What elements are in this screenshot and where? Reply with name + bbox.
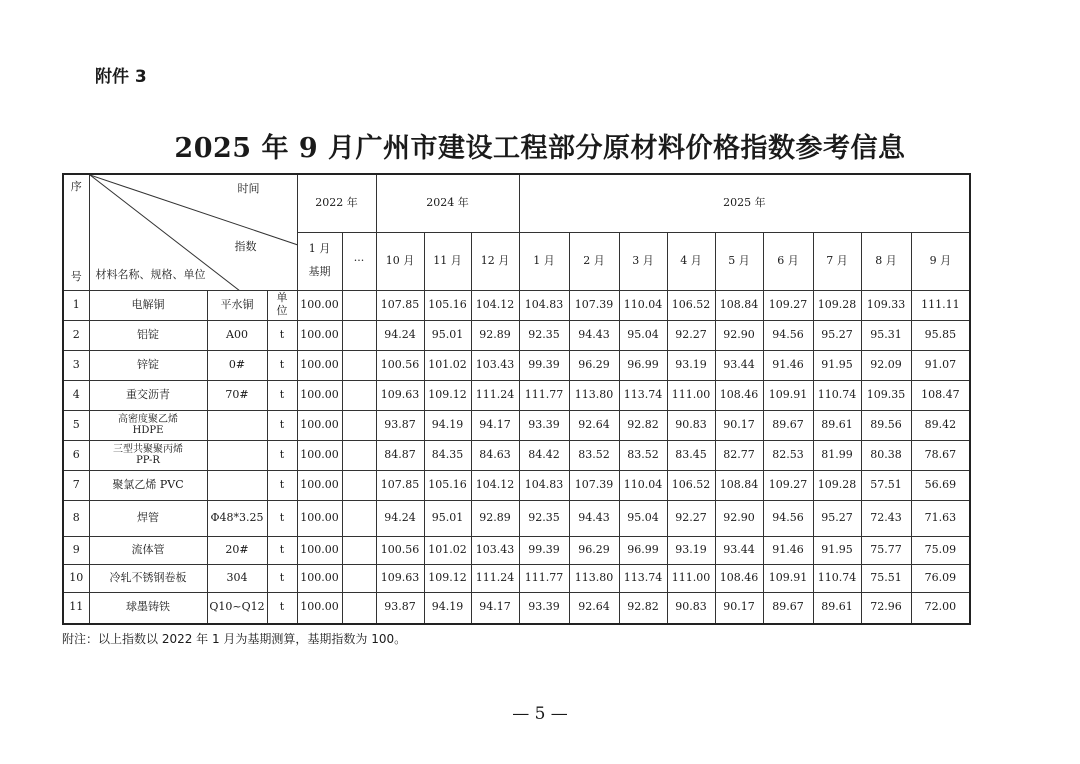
unit-cell: t xyxy=(267,564,297,592)
ellipsis-cell xyxy=(342,440,376,470)
material-name xyxy=(89,410,207,440)
value-2024: 104.12 xyxy=(471,470,519,500)
month-header: 10 月 xyxy=(376,232,424,290)
value-2025: 94.56 xyxy=(763,500,813,536)
value-2025: 93.39 xyxy=(519,410,569,440)
value-2025: 113.80 xyxy=(569,564,619,592)
month-header: 6 月 xyxy=(763,232,813,290)
value-2025: 99.39 xyxy=(519,350,569,380)
value-2025: 113.74 xyxy=(619,380,667,410)
value-2025: 91.95 xyxy=(813,536,861,564)
material-name-line1: 三型共聚聚丙烯 xyxy=(113,443,183,455)
material-spec: 70# xyxy=(207,380,267,410)
value-2024: 107.85 xyxy=(376,290,424,320)
value-2024: 84.87 xyxy=(376,440,424,470)
value-2025: 110.74 xyxy=(813,380,861,410)
material-name: 聚氯乙烯 PVC xyxy=(89,470,207,500)
value-2025: 108.46 xyxy=(715,380,763,410)
value-2025: 111.00 xyxy=(667,564,715,592)
value-2025: 92.64 xyxy=(569,410,619,440)
value-2025: 109.35 xyxy=(861,380,911,410)
value-2025: 82.77 xyxy=(715,440,763,470)
diag-material-label: 材料名称、规格、单位 xyxy=(95,268,206,281)
month-header: 7 月 xyxy=(813,232,861,290)
unit-cell: t xyxy=(267,410,297,440)
diagonal-header xyxy=(89,174,297,290)
value-2025: 90.83 xyxy=(667,592,715,624)
ellipsis-cell xyxy=(342,470,376,500)
ellipsis-cell xyxy=(342,410,376,440)
value-2024: 109.63 xyxy=(376,564,424,592)
unit-cell: t xyxy=(267,536,297,564)
row-number: 1 xyxy=(63,290,89,320)
value-2025: 82.53 xyxy=(763,440,813,470)
value-2025: 109.28 xyxy=(813,290,861,320)
month-header: 3 月 xyxy=(619,232,667,290)
value-2025: 92.90 xyxy=(715,500,763,536)
value-2024: 84.35 xyxy=(424,440,471,470)
base-value: 100.00 xyxy=(297,440,342,470)
row-number: 7 xyxy=(63,470,89,500)
table-row xyxy=(63,380,970,410)
ellipsis-cell xyxy=(342,380,376,410)
attachment-label: 附件 3 xyxy=(95,67,147,87)
table-row xyxy=(63,536,970,564)
ellipsis-cell xyxy=(342,592,376,624)
ellipsis-cell xyxy=(342,536,376,564)
value-2025: 109.28 xyxy=(813,470,861,500)
value-2025: 108.47 xyxy=(911,380,970,410)
value-2025: 95.27 xyxy=(813,500,861,536)
seq-header-top: 序 xyxy=(70,180,82,193)
value-2024: 93.87 xyxy=(376,410,424,440)
value-2025: 111.77 xyxy=(519,380,569,410)
header-row-years xyxy=(63,174,970,232)
value-2024: 100.56 xyxy=(376,350,424,380)
value-2025: 113.80 xyxy=(569,380,619,410)
month-header: 4 月 xyxy=(667,232,715,290)
value-2025: 93.39 xyxy=(519,592,569,624)
value-2025: 89.67 xyxy=(763,410,813,440)
ellipsis-cell xyxy=(342,564,376,592)
unit-cell: t xyxy=(267,350,297,380)
unit-char: 单 xyxy=(276,291,288,305)
year-2025-header: 2025 年 xyxy=(519,174,970,232)
material-name xyxy=(89,440,207,470)
value-2025: 110.04 xyxy=(619,470,667,500)
value-2025: 110.74 xyxy=(813,564,861,592)
material-spec: Q10~Q12 xyxy=(207,592,267,624)
month-header: 9 月 xyxy=(911,232,970,290)
base-value: 100.00 xyxy=(297,380,342,410)
row-number: 3 xyxy=(63,350,89,380)
value-2025: 75.77 xyxy=(861,536,911,564)
base-period-header xyxy=(297,232,342,290)
value-2025: 108.84 xyxy=(715,470,763,500)
value-2024: 103.43 xyxy=(471,536,519,564)
value-2024: 95.01 xyxy=(424,320,471,350)
value-2025: 92.90 xyxy=(715,320,763,350)
value-2025: 113.74 xyxy=(619,564,667,592)
value-2025: 99.39 xyxy=(519,536,569,564)
value-2025: 92.82 xyxy=(619,592,667,624)
value-2024: 100.56 xyxy=(376,536,424,564)
value-2025: 90.17 xyxy=(715,592,763,624)
unit-cell: t xyxy=(267,592,297,624)
value-2025: 92.35 xyxy=(519,320,569,350)
unit-cell: t xyxy=(267,440,297,470)
value-2025: 75.51 xyxy=(861,564,911,592)
value-2024: 95.01 xyxy=(424,500,471,536)
value-2025: 109.27 xyxy=(763,470,813,500)
material-name-line1: 高密度聚乙烯 xyxy=(118,413,178,425)
material-spec: A00 xyxy=(207,320,267,350)
row-number: 9 xyxy=(63,536,89,564)
material-name: 锌锭 xyxy=(89,350,207,380)
value-2024: 109.63 xyxy=(376,380,424,410)
material-spec xyxy=(207,440,267,470)
value-2025: 83.52 xyxy=(619,440,667,470)
value-2025: 111.00 xyxy=(667,380,715,410)
table-row xyxy=(63,410,970,440)
table-row xyxy=(63,564,970,592)
ellipsis-cell xyxy=(342,350,376,380)
value-2025: 92.82 xyxy=(619,410,667,440)
value-2024: 104.12 xyxy=(471,290,519,320)
ellipsis-header: ··· xyxy=(342,232,376,290)
value-2025: 91.46 xyxy=(763,350,813,380)
base-value: 100.00 xyxy=(297,410,342,440)
value-2025: 104.83 xyxy=(519,290,569,320)
unit-cell: t xyxy=(267,380,297,410)
value-2025: 108.84 xyxy=(715,290,763,320)
value-2025: 95.04 xyxy=(619,500,667,536)
value-2024: 94.24 xyxy=(376,320,424,350)
unit-char: 位 xyxy=(276,304,288,317)
value-2025: 92.27 xyxy=(667,320,715,350)
unit-cell: t xyxy=(267,320,297,350)
price-index-table xyxy=(62,173,971,625)
value-2024: 111.24 xyxy=(471,380,519,410)
value-2025: 91.46 xyxy=(763,536,813,564)
value-2024: 92.89 xyxy=(471,320,519,350)
value-2024: 94.19 xyxy=(424,410,471,440)
value-2025: 94.56 xyxy=(763,320,813,350)
value-2025: 106.52 xyxy=(667,470,715,500)
value-2025: 83.52 xyxy=(569,440,619,470)
value-2025: 110.04 xyxy=(619,290,667,320)
value-2024: 111.24 xyxy=(471,564,519,592)
value-2025: 111.11 xyxy=(911,290,970,320)
value-2024: 107.85 xyxy=(376,470,424,500)
value-2025: 95.85 xyxy=(911,320,970,350)
table-row xyxy=(63,500,970,536)
base-month-label: 1 月 xyxy=(308,242,331,256)
material-name: 冷轧不锈钢卷板 xyxy=(89,564,207,592)
material-name: 重交沥青 xyxy=(89,380,207,410)
material-name: 球墨铸铁 xyxy=(89,592,207,624)
table-row xyxy=(63,290,970,320)
value-2025: 96.99 xyxy=(619,536,667,564)
value-2025: 109.27 xyxy=(763,290,813,320)
year-2022-header: 2022 年 xyxy=(297,174,376,232)
base-value: 100.00 xyxy=(297,592,342,624)
value-2025: 89.61 xyxy=(813,410,861,440)
value-2025: 90.17 xyxy=(715,410,763,440)
row-number: 11 xyxy=(63,592,89,624)
value-2025: 107.39 xyxy=(569,290,619,320)
value-2025: 75.09 xyxy=(911,536,970,564)
material-name: 流体管 xyxy=(89,536,207,564)
ellipsis-cell xyxy=(342,290,376,320)
value-2025: 95.31 xyxy=(861,320,911,350)
value-2025: 93.44 xyxy=(715,350,763,380)
value-2025: 72.43 xyxy=(861,500,911,536)
value-2025: 92.09 xyxy=(861,350,911,380)
value-2025: 108.46 xyxy=(715,564,763,592)
material-name: 焊管 xyxy=(89,500,207,536)
material-spec xyxy=(207,470,267,500)
value-2025: 92.35 xyxy=(519,500,569,536)
diag-index-label: 指数 xyxy=(234,240,257,253)
ellipsis-cell xyxy=(342,500,376,536)
value-2025: 84.42 xyxy=(519,440,569,470)
material-spec: 304 xyxy=(207,564,267,592)
page-number: — 5 — xyxy=(512,704,568,724)
material-name: 铝锭 xyxy=(89,320,207,350)
material-spec: 平水铜 xyxy=(207,290,267,320)
value-2025: 89.42 xyxy=(911,410,970,440)
value-2025: 109.33 xyxy=(861,290,911,320)
material-spec xyxy=(207,410,267,440)
material-name: 电解铜 xyxy=(89,290,207,320)
value-2025: 95.04 xyxy=(619,320,667,350)
year-2024-header: 2024 年 xyxy=(376,174,519,232)
value-2025: 91.07 xyxy=(911,350,970,380)
table-row xyxy=(63,470,970,500)
value-2024: 94.19 xyxy=(424,592,471,624)
value-2025: 57.51 xyxy=(861,470,911,500)
material-name-line2: PP-R xyxy=(136,455,160,466)
value-2025: 89.67 xyxy=(763,592,813,624)
material-spec: 0# xyxy=(207,350,267,380)
value-2025: 96.29 xyxy=(569,536,619,564)
table-row xyxy=(63,592,970,624)
base-value: 100.00 xyxy=(297,320,342,350)
diag-time-label: 时间 xyxy=(237,182,260,195)
value-2025: 71.63 xyxy=(911,500,970,536)
value-2024: 109.12 xyxy=(424,380,471,410)
month-header: 8 月 xyxy=(861,232,911,290)
seq-header-bottom: 号 xyxy=(70,269,82,283)
value-2025: 78.67 xyxy=(911,440,970,470)
material-spec: Φ48*3.25 xyxy=(207,500,267,536)
value-2024: 109.12 xyxy=(424,564,471,592)
base-label: 基期 xyxy=(308,265,331,278)
value-2024: 105.16 xyxy=(424,470,471,500)
base-value: 100.00 xyxy=(297,470,342,500)
base-value: 100.00 xyxy=(297,290,342,320)
value-2025: 92.27 xyxy=(667,500,715,536)
value-2025: 106.52 xyxy=(667,290,715,320)
seq-header xyxy=(63,174,89,290)
material-name-line2: HDPE xyxy=(132,425,164,436)
base-value: 100.00 xyxy=(297,350,342,380)
value-2025: 109.91 xyxy=(763,380,813,410)
value-2024: 93.87 xyxy=(376,592,424,624)
row-number: 4 xyxy=(63,380,89,410)
value-2025: 96.29 xyxy=(569,350,619,380)
unit-cell: t xyxy=(267,500,297,536)
base-value: 100.00 xyxy=(297,564,342,592)
base-value: 100.00 xyxy=(297,500,342,536)
value-2025: 89.56 xyxy=(861,410,911,440)
unit-cell xyxy=(267,290,297,320)
value-2025: 94.43 xyxy=(569,320,619,350)
row-number: 10 xyxy=(63,564,89,592)
value-2025: 56.69 xyxy=(911,470,970,500)
row-number: 8 xyxy=(63,500,89,536)
value-2025: 93.44 xyxy=(715,536,763,564)
month-header: 5 月 xyxy=(715,232,763,290)
value-2025: 92.64 xyxy=(569,592,619,624)
value-2025: 72.96 xyxy=(861,592,911,624)
base-value: 100.00 xyxy=(297,536,342,564)
footnote: 附注：以上指数以 2022 年 1 月为基期测算，基期指数为 100。 xyxy=(62,632,407,646)
value-2024: 92.89 xyxy=(471,500,519,536)
month-header: 12 月 xyxy=(471,232,519,290)
value-2025: 107.39 xyxy=(569,470,619,500)
table-row xyxy=(63,320,970,350)
value-2025: 80.38 xyxy=(861,440,911,470)
value-2025: 81.99 xyxy=(813,440,861,470)
month-header: 1 月 xyxy=(519,232,569,290)
value-2025: 72.00 xyxy=(911,592,970,624)
value-2025: 104.83 xyxy=(519,470,569,500)
value-2025: 95.27 xyxy=(813,320,861,350)
value-2024: 103.43 xyxy=(471,350,519,380)
document-title: 2025 年 9 月广州市建设工程部分原材料价格指数参考信息 xyxy=(174,133,906,164)
value-2025: 90.83 xyxy=(667,410,715,440)
value-2024: 94.24 xyxy=(376,500,424,536)
material-spec: 20# xyxy=(207,536,267,564)
value-2025: 109.91 xyxy=(763,564,813,592)
value-2025: 93.19 xyxy=(667,536,715,564)
ellipsis-cell xyxy=(342,320,376,350)
value-2024: 84.63 xyxy=(471,440,519,470)
unit-cell: t xyxy=(267,470,297,500)
value-2025: 93.19 xyxy=(667,350,715,380)
value-2024: 105.16 xyxy=(424,290,471,320)
value-2025: 91.95 xyxy=(813,350,861,380)
value-2024: 101.02 xyxy=(424,350,471,380)
value-2024: 94.17 xyxy=(471,592,519,624)
table-row xyxy=(63,350,970,380)
month-header: 2 月 xyxy=(569,232,619,290)
row-number: 6 xyxy=(63,440,89,470)
table-row xyxy=(63,440,970,470)
value-2025: 96.99 xyxy=(619,350,667,380)
value-2025: 83.45 xyxy=(667,440,715,470)
value-2024: 94.17 xyxy=(471,410,519,440)
row-number: 2 xyxy=(63,320,89,350)
value-2025: 94.43 xyxy=(569,500,619,536)
value-2025: 76.09 xyxy=(911,564,970,592)
row-number: 5 xyxy=(63,410,89,440)
value-2025: 89.61 xyxy=(813,592,861,624)
value-2024: 101.02 xyxy=(424,536,471,564)
month-header: 11 月 xyxy=(424,232,471,290)
value-2025: 111.77 xyxy=(519,564,569,592)
